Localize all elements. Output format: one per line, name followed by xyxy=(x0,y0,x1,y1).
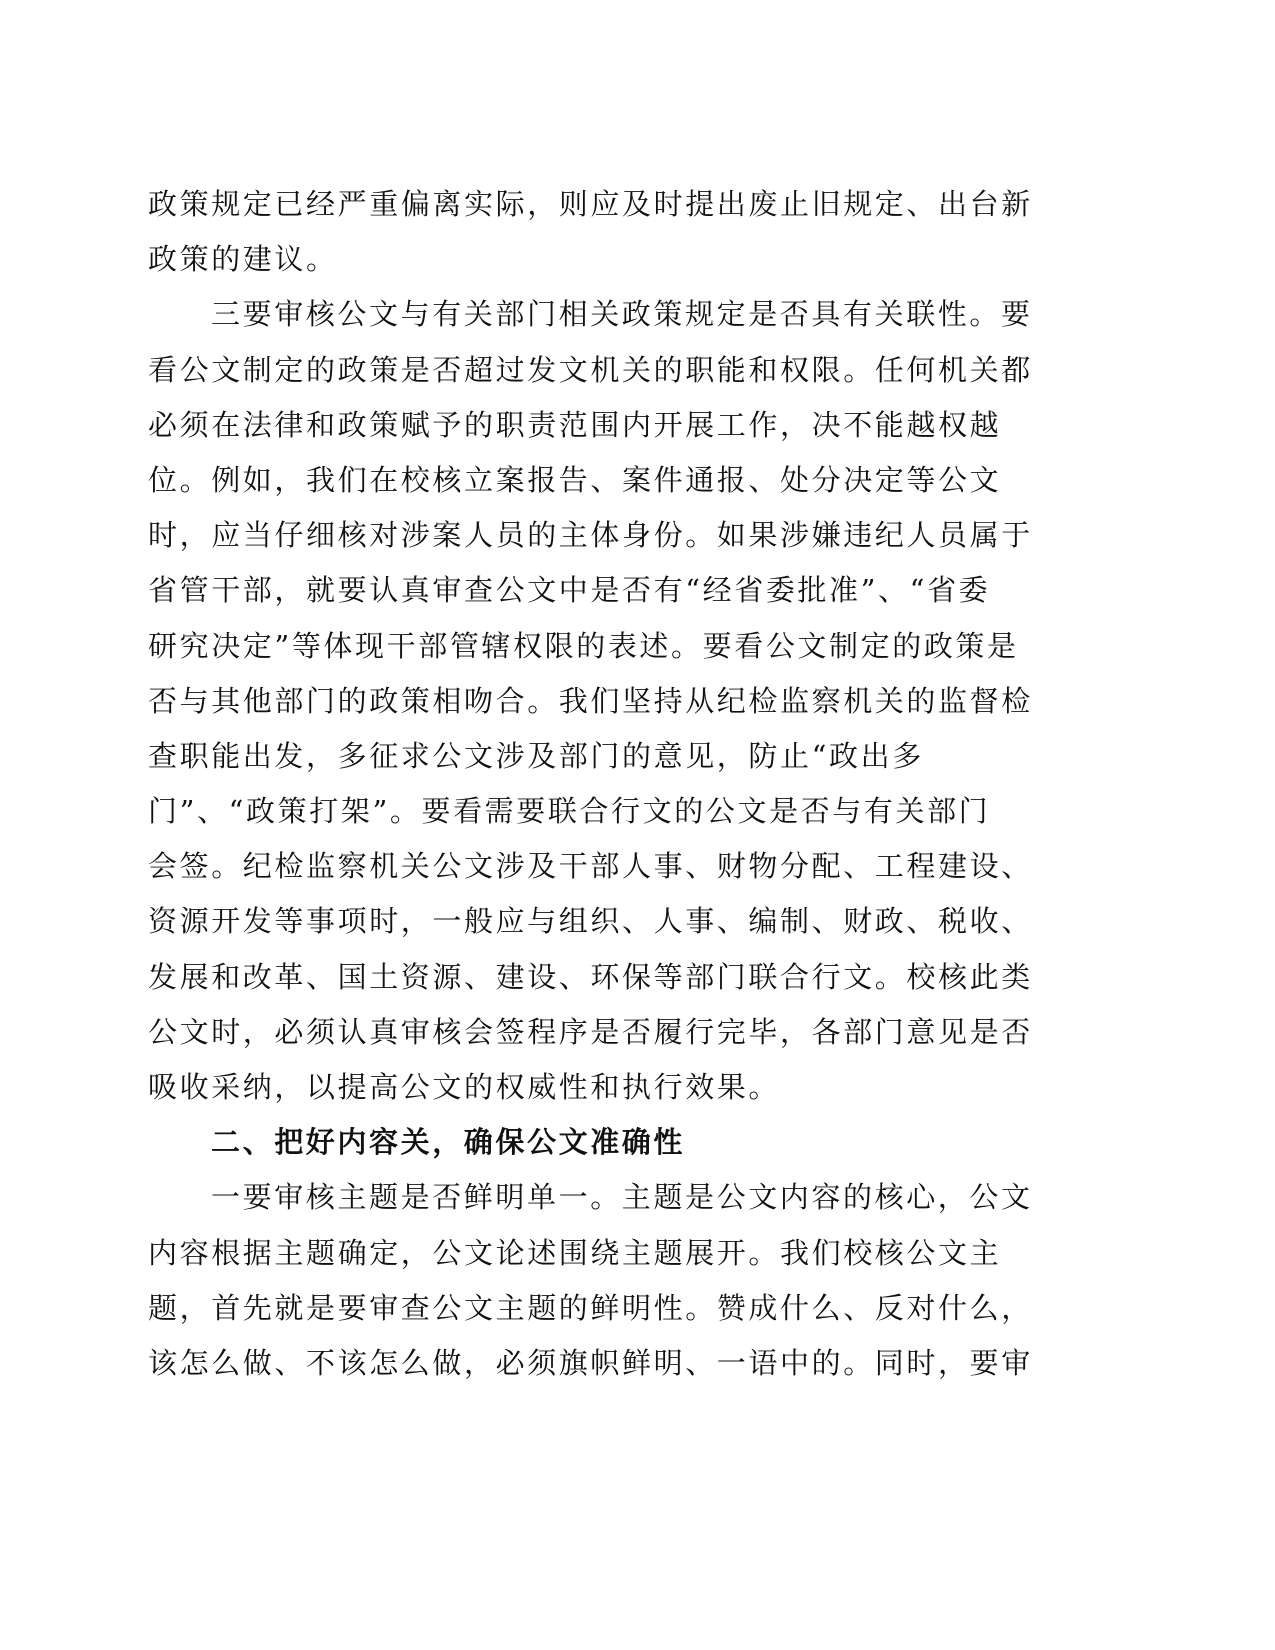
text-line: 发展和改革、国土资源、建设、环保等部门联合行文。校核此类 xyxy=(148,959,1033,994)
text-line: 会签。纪检监察机关公文涉及干部人事、财物分配、工程建设、 xyxy=(148,849,1033,884)
section-heading: 二、把好内容关，确保公文准确性 xyxy=(211,1125,686,1160)
text-line: 必须在法律和政策赋予的职责范围内开展工作，决不能越权越 xyxy=(148,407,1002,442)
text-line: 该怎么做、不该怎么做，必须旗帜鲜明、一语中的。同时，要审 xyxy=(148,1345,1033,1380)
text-line: 研究决定”等体现干部管辖权限的表述。要看公文制定的政策是 xyxy=(148,628,1019,663)
text-line: 看公文制定的政策是否超过发文机关的职能和权限。任何机关都 xyxy=(148,352,1033,387)
text-line: 政策的建议。 xyxy=(148,242,338,277)
text-line: 一要审核主题是否鲜明单一。主题是公文内容的核心，公文 xyxy=(211,1180,1033,1215)
text-line: 位。例如，我们在校核立案报告、案件通报、处分决定等公文 xyxy=(148,462,1002,497)
text-line: 公文时，必须认真审核会签程序是否履行完毕，各部门意见是否 xyxy=(148,1014,1033,1049)
text-line: 题，首先就是要审查公文主题的鲜明性。赞成什么、反对什么， xyxy=(148,1290,1033,1325)
text-line: 吸收采纳，以提高公文的权威性和执行效果。 xyxy=(148,1070,781,1104)
document-page xyxy=(148,184,1048,1398)
text-line: 内容根据主题确定，公文论述围绕主题展开。我们校核公文主 xyxy=(148,1235,1002,1270)
text-line: 三要审核公文与有关部门相关政策规定是否具有关联性。要 xyxy=(211,297,1033,332)
text-line: 省管干部，就要认真审查公文中是否有“经省委批准”、“省委 xyxy=(148,573,991,608)
text-line: 资源开发等事项时，一般应与组织、人事、编制、财政、税收、 xyxy=(148,904,1033,939)
text-line: 查职能出发，多征求公文涉及部门的意见，防止“政出多 xyxy=(148,738,924,773)
text-line: 政策规定已经严重偏离实际，则应及时提出废止旧规定、出台新 xyxy=(148,187,1033,221)
text-line: 否与其他部门的政策相吻合。我们坚持从纪检监察机关的监督检 xyxy=(148,683,1033,718)
text-line: 时，应当仔细核对涉案人员的主体身份。如果涉嫌违纪人员属于 xyxy=(148,518,1033,553)
text-line: 门”、“政策打架”。要看需要联合行文的公文是否与有关部门 xyxy=(148,794,991,829)
